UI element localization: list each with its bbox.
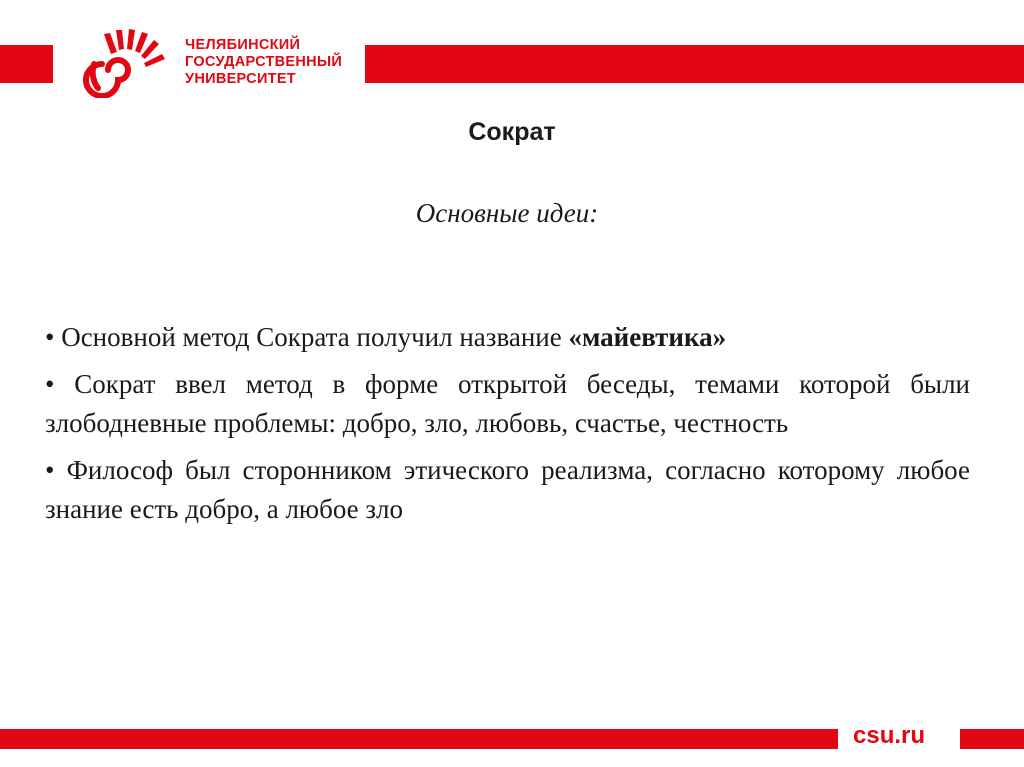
university-name: [185, 37, 342, 88]
university-logo-icon: [78, 28, 178, 98]
slide-subtitle: Основные идеи:: [415, 198, 599, 228]
slide-title: Сократ: [468, 118, 556, 146]
logo-line-2: ГОСУДАРСТВЕННЫЙ: [185, 54, 343, 70]
bullet-item: [45, 365, 970, 443]
header-bar-right: [365, 45, 1024, 83]
footer-bar-left: [0, 729, 838, 749]
bullet-item: [45, 451, 970, 529]
bullet-text: • Философ был сторонником этического реализма, согласно которому любое знание есть добро, а любое зло: [45, 455, 970, 524]
footer-bar-right: [960, 729, 1024, 749]
logo-line-3: УНИВЕРСИТЕТ: [185, 71, 296, 87]
bullet-text: • Основной метод Сократа получил название: [45, 322, 569, 352]
footer-website: csu.ru: [853, 722, 926, 749]
logo-line-1: ЧЕЛЯБИНСКИЙ: [185, 37, 301, 53]
bullet-list: [45, 318, 970, 537]
bullet-bold-term: «майевтика»: [568, 322, 727, 352]
header-bar-left: [0, 45, 53, 83]
bullet-item: [45, 318, 970, 357]
bullet-text: • Сократ ввел метод в форме открытой беседы, темами которой были злободневные проблемы: добро, зло, любовь, счастье, честность: [45, 369, 970, 438]
